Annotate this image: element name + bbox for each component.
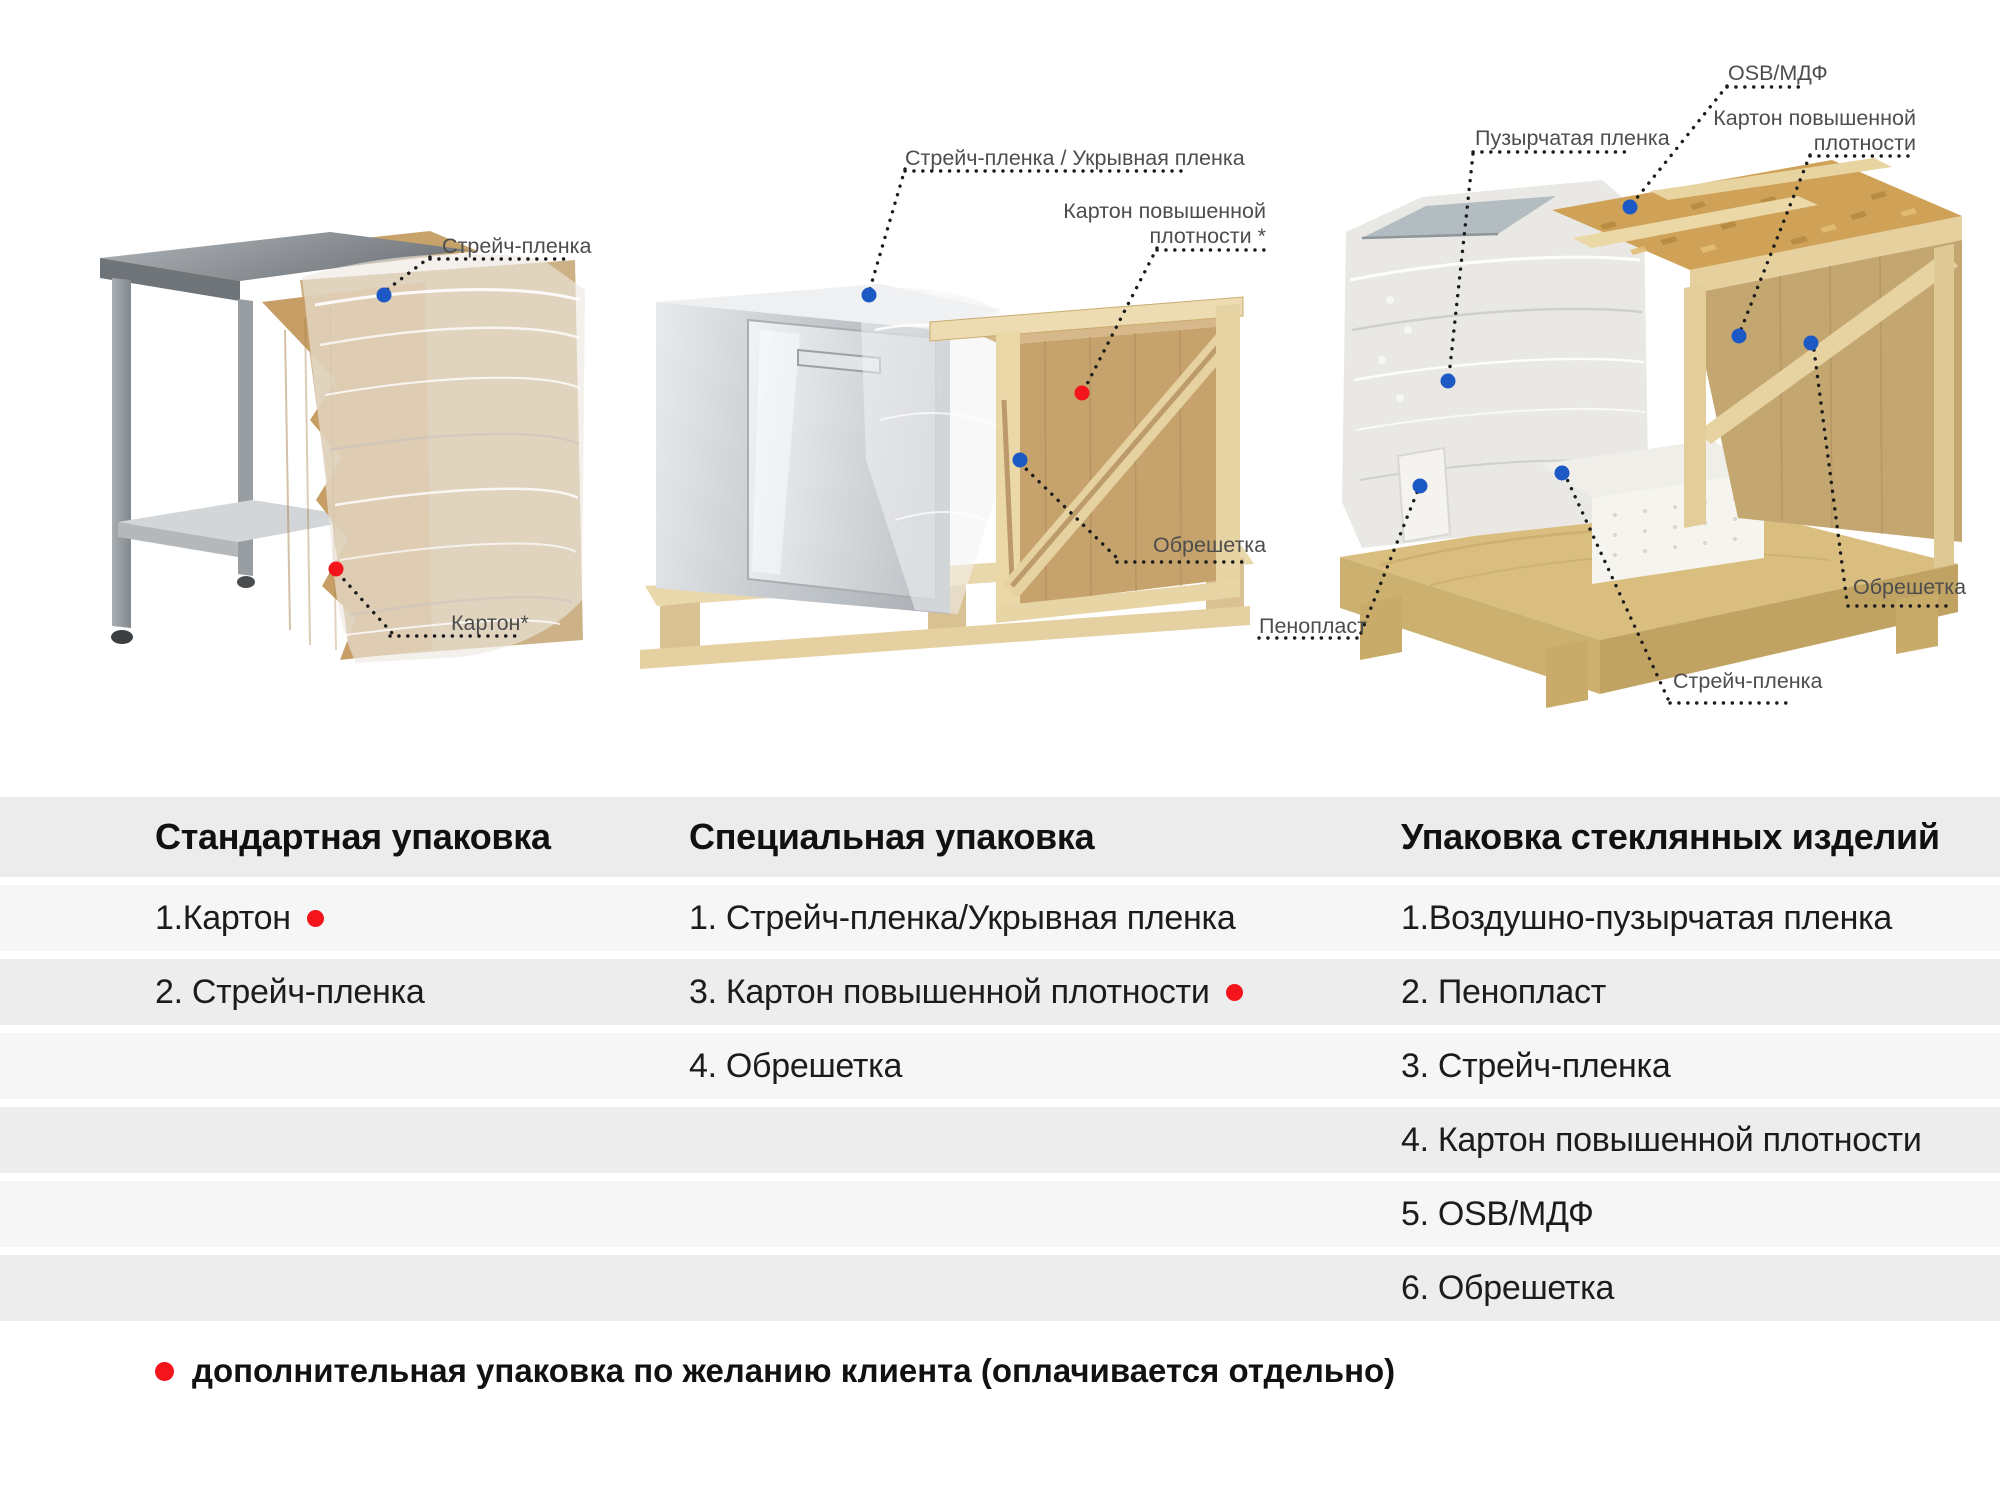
red-marker-dot <box>329 562 344 577</box>
callout-stretch-film-3: Стрейч-пленка <box>1673 669 1823 693</box>
table-cell: 3. Картон повышенной плотности <box>672 973 1368 1012</box>
footnote <box>155 1348 1395 1394</box>
table-row <box>0 1033 2000 1099</box>
blue-marker-dot <box>1555 466 1570 481</box>
blue-marker-dot <box>377 288 392 303</box>
table-row <box>0 1107 2000 1173</box>
table-cell: 5. OSB/МДФ <box>1401 1194 1594 1233</box>
table-row <box>0 959 2000 1025</box>
table-cell: 1. Стрейч-пленка/Укрывная пленка <box>689 898 1236 937</box>
blue-marker-dot <box>1441 374 1456 389</box>
callout-lath-crate-2: Обрешетка <box>1153 533 1267 557</box>
table-cell: 2. Стрейч-пленка <box>155 972 425 1011</box>
blue-marker-dot <box>1804 336 1819 351</box>
callout-dense-carton-3: Картон повышенной плотности <box>1713 106 1916 155</box>
table-cell: 4. Обрешетка <box>689 1046 903 1085</box>
optional-extra-marker-icon <box>1226 984 1243 1001</box>
packaging-table <box>0 797 2000 1329</box>
table-cell: 4. Картон повышенной плотности <box>1401 1120 1922 1159</box>
table-header-row <box>0 797 2000 877</box>
callout-foam-3: Пенопласт <box>1259 614 1367 638</box>
blue-marker-dot <box>862 288 877 303</box>
column-header-special: Специальная упаковка <box>689 816 1095 857</box>
callout-stretch-film-1: Стрейч-пленка <box>442 234 592 258</box>
column-header-standard: Стандартная упаковка <box>155 816 551 857</box>
footnote-text: дополнительная упаковка по желанию клиента (оплачивается отдельно) <box>192 1352 1396 1389</box>
blue-marker-dot <box>1013 453 1028 468</box>
table-row <box>0 885 2000 951</box>
red-marker-dot <box>1075 386 1090 401</box>
callout-lath-crate-3: Обрешетка <box>1853 575 1967 599</box>
photo-special-packaging <box>640 284 1254 669</box>
callout-bubble-wrap-3: Пузырчатая пленка <box>1475 126 1670 150</box>
photo-standard-packaging <box>100 231 585 663</box>
table-cell: 1.Картон <box>0 899 672 938</box>
table-cell: 6. Обрешетка <box>1401 1268 1615 1307</box>
blue-marker-dot <box>1623 200 1638 215</box>
optional-extra-marker-icon <box>307 910 324 927</box>
table-cell: 2. Пенопласт <box>1401 972 1606 1011</box>
callout-stretch-cover-film-2: Стрейч-пленка / Укрывная пленка <box>905 146 1245 170</box>
table-row <box>0 1255 2000 1321</box>
blue-marker-dot <box>1413 479 1428 494</box>
table-row <box>0 1181 2000 1247</box>
table-cell: 3. Стрейч-пленка <box>1401 1046 1671 1085</box>
callout-osb-mdf-3: OSB/МДФ <box>1728 61 1828 85</box>
table-cell: 1.Воздушно-пузырчатая пленка <box>1401 898 1893 937</box>
callout-carton-1: Картон* <box>451 611 529 635</box>
optional-extra-marker-icon <box>155 1362 174 1381</box>
column-header-glass: Упаковка стеклянных изделий <box>1401 816 1940 857</box>
photo-glass-packaging <box>1340 158 1962 708</box>
callout-dense-carton-2: Картон повышенной плотности * <box>1063 199 1266 248</box>
blue-marker-dot <box>1732 329 1747 344</box>
